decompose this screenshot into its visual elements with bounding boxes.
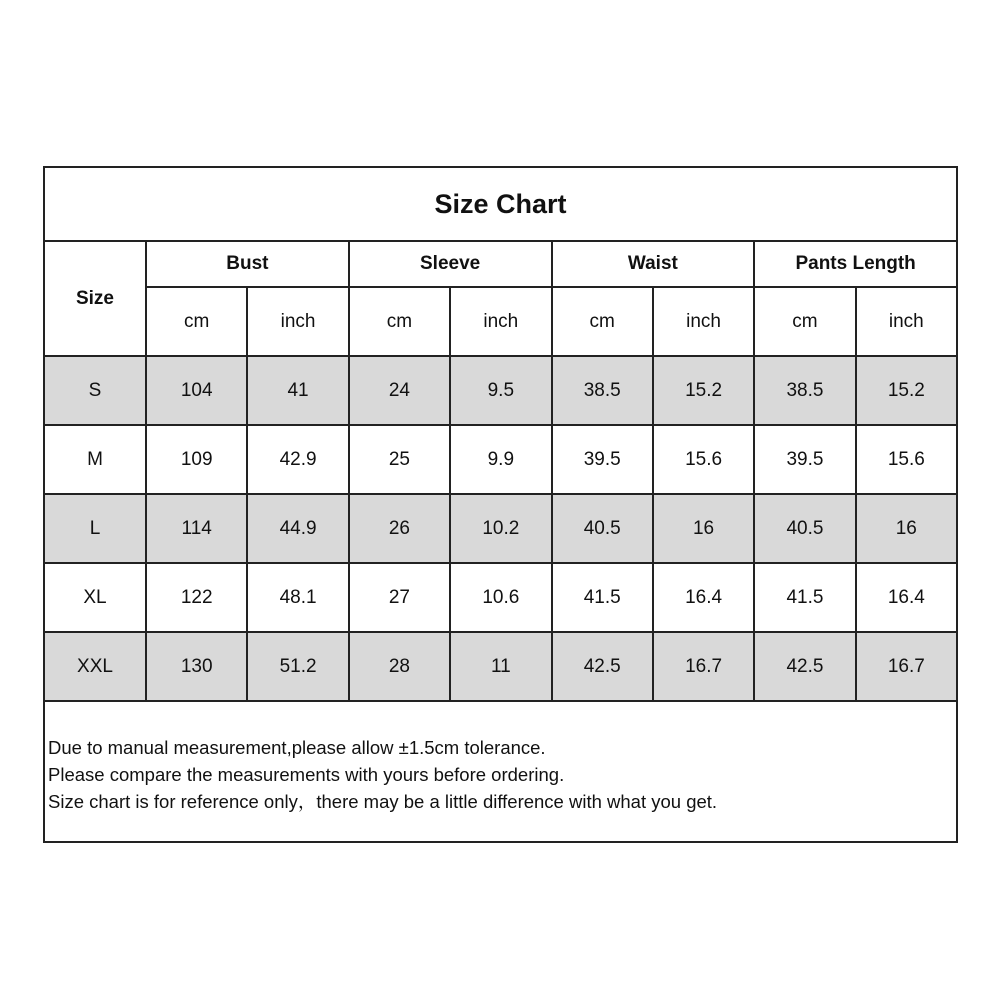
notes-row xyxy=(44,701,957,842)
measurement-cell: 16.4 xyxy=(653,563,754,632)
measurement-cell: 38.5 xyxy=(754,356,855,425)
measurement-cell: 15.2 xyxy=(653,356,754,425)
measurement-cell: 51.2 xyxy=(247,632,348,701)
notes-cell xyxy=(44,701,957,842)
measurement-cell: 9.9 xyxy=(450,425,551,494)
size-header: Size xyxy=(44,241,146,356)
measurement-cell: 114 xyxy=(146,494,247,563)
size-cell: XXL xyxy=(44,632,146,701)
table-row xyxy=(44,356,957,425)
note-line: Please compare the measurements with yours before ordering. xyxy=(48,764,565,785)
note-line: Size chart is for reference only，there may be a little difference with what you get. xyxy=(48,791,718,812)
measurement-cell: 15.6 xyxy=(653,425,754,494)
measurement-cell: 40.5 xyxy=(552,494,653,563)
table-row xyxy=(44,632,957,701)
measurement-cell: 15.2 xyxy=(856,356,957,425)
measurement-cell: 11 xyxy=(450,632,551,701)
measurement-cell: 109 xyxy=(146,425,247,494)
table-row xyxy=(44,494,957,563)
measurement-cell: 42.5 xyxy=(552,632,653,701)
sleeve-header: Sleeve xyxy=(349,241,552,287)
pants-length-header: Pants Length xyxy=(754,241,957,287)
measurement-cell: 104 xyxy=(146,356,247,425)
table-row xyxy=(44,425,957,494)
group-header-row xyxy=(44,241,957,287)
size-cell: L xyxy=(44,494,146,563)
measurement-cell: 9.5 xyxy=(450,356,551,425)
measurement-cell: 41.5 xyxy=(754,563,855,632)
measurement-cell: 16.4 xyxy=(856,563,957,632)
title-row xyxy=(44,167,957,241)
measurement-cell: 130 xyxy=(146,632,247,701)
measurement-cell: 25 xyxy=(349,425,450,494)
unit-header: cm xyxy=(754,287,855,356)
unit-header: cm xyxy=(552,287,653,356)
size-cell: M xyxy=(44,425,146,494)
measurement-cell: 38.5 xyxy=(552,356,653,425)
measurement-cell: 16 xyxy=(856,494,957,563)
measurement-cell: 10.6 xyxy=(450,563,551,632)
chart-title: Size Chart xyxy=(44,167,957,241)
measurement-cell: 40.5 xyxy=(754,494,855,563)
measurement-cell: 24 xyxy=(349,356,450,425)
unit-header: inch xyxy=(450,287,551,356)
measurement-cell: 42.5 xyxy=(754,632,855,701)
measurement-cell: 16.7 xyxy=(653,632,754,701)
note-line: Due to manual measurement,please allow ±1.5cm tolerance. xyxy=(48,737,546,758)
table-row xyxy=(44,563,957,632)
unit-header: cm xyxy=(349,287,450,356)
measurement-cell: 16 xyxy=(653,494,754,563)
size-cell: XL xyxy=(44,563,146,632)
unit-header-row xyxy=(44,287,957,356)
measurement-cell: 27 xyxy=(349,563,450,632)
measurement-cell: 39.5 xyxy=(754,425,855,494)
bust-header: Bust xyxy=(146,241,349,287)
measurement-cell: 41 xyxy=(247,356,348,425)
unit-header: inch xyxy=(247,287,348,356)
measurement-cell: 122 xyxy=(146,563,247,632)
measurement-cell: 26 xyxy=(349,494,450,563)
unit-header: inch xyxy=(856,287,957,356)
measurement-cell: 42.9 xyxy=(247,425,348,494)
unit-header: inch xyxy=(653,287,754,356)
measurement-cell: 41.5 xyxy=(552,563,653,632)
measurement-cell: 28 xyxy=(349,632,450,701)
size-table xyxy=(43,166,958,843)
measurement-cell: 16.7 xyxy=(856,632,957,701)
size-chart xyxy=(43,166,958,843)
size-cell: S xyxy=(44,356,146,425)
measurement-cell: 44.9 xyxy=(247,494,348,563)
unit-header: cm xyxy=(146,287,247,356)
waist-header: Waist xyxy=(552,241,755,287)
measurement-cell: 48.1 xyxy=(247,563,348,632)
measurement-cell: 39.5 xyxy=(552,425,653,494)
measurement-cell: 15.6 xyxy=(856,425,957,494)
measurement-cell: 10.2 xyxy=(450,494,551,563)
